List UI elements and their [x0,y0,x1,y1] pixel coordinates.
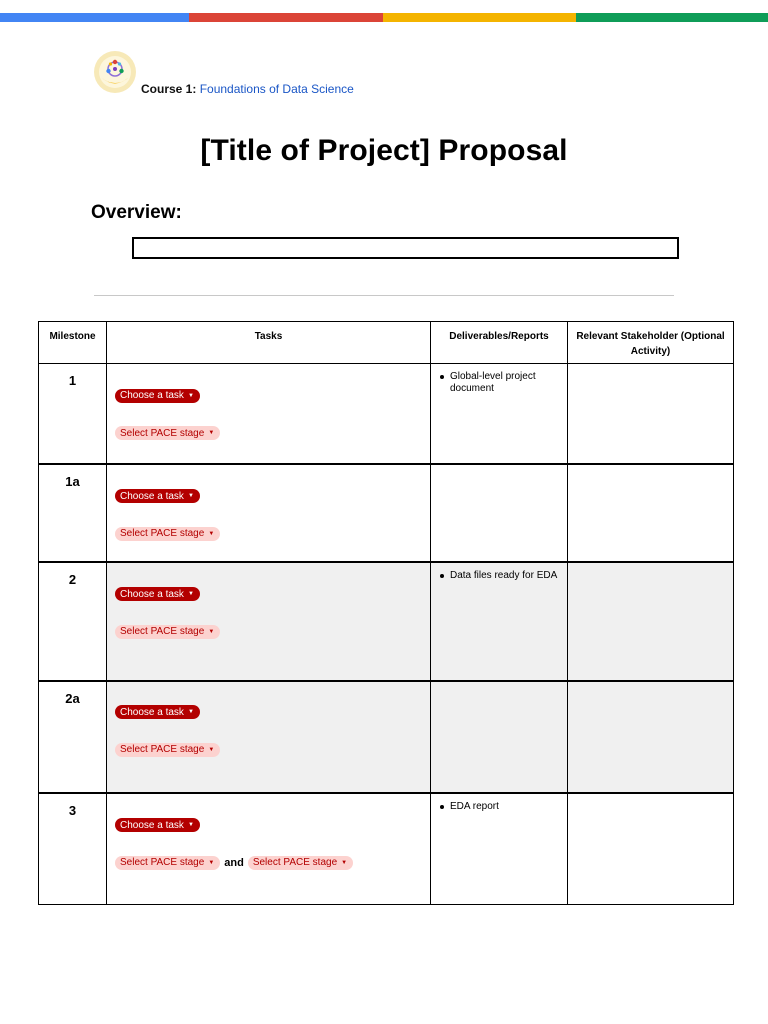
pace-stage-dropdown-chip[interactable] [115,426,220,440]
table-row [39,793,734,905]
deliverable-item: Data files ready for EDA [450,570,561,582]
stakeholder-cell[interactable] [568,464,734,562]
band-blue [0,13,189,22]
joiner-text: and [224,856,244,869]
pace-chip-label: Select PACE stage [120,528,205,539]
tasks-cell [107,464,431,562]
task-dropdown-chip[interactable] [115,818,200,832]
band-green [576,13,768,22]
chevron-down-icon: ▼ [208,530,215,537]
stakeholder-cell[interactable] [568,793,734,905]
overview-heading: Overview: [91,202,182,223]
deliverables-cell[interactable] [431,681,568,793]
task-dropdown-chip[interactable] [115,705,200,719]
chevron-down-icon: ▼ [187,493,194,499]
section-divider [94,295,674,296]
overview-text-box[interactable] [132,237,679,259]
header-milestone: Milestone [39,322,107,364]
course-prefix: Course 1: [141,82,197,96]
task-dropdown-chip[interactable] [115,389,200,403]
chevron-down-icon: ▼ [208,746,215,753]
table-header-row [39,322,734,364]
tasks-cell [107,364,431,464]
deliverable-item: EDA report [450,801,561,813]
pace-stage-dropdown-chip[interactable] [115,856,220,870]
milestone-cell: 3 [39,793,107,905]
milestone-cell: 1a [39,464,107,562]
deliverables-cell [431,562,568,681]
pace-chip-label: Select PACE stage [120,626,205,637]
milestone-table [38,321,734,905]
task-chip-label: Choose a task [120,819,184,831]
header-tasks: Tasks [107,322,431,364]
chevron-down-icon: ▼ [208,430,215,436]
chevron-down-icon: ▼ [187,709,194,715]
task-dropdown-chip[interactable] [115,587,200,601]
tasks-cell [107,562,431,681]
tasks-cell [107,793,431,905]
chevron-down-icon: ▼ [187,822,194,828]
milestone-cell: 2 [39,562,107,681]
pace-chip-label: Select PACE stage [120,744,205,755]
pace-stage-dropdown-chip-2[interactable] [248,856,353,870]
task-chip-label: Choose a task [120,390,184,401]
deliverables-cell [431,793,568,905]
header-deliverables: Deliverables/Reports [431,322,568,364]
table-row [39,364,734,464]
chevron-down-icon: ▼ [208,628,215,635]
milestone-cell: 2a [39,681,107,793]
pace-stage-dropdown-chip[interactable] [115,527,220,541]
chevron-down-icon: ▼ [208,859,215,866]
document-title: [Title of Project] Proposal [200,134,568,167]
pace-stage-dropdown-chip[interactable] [115,743,220,757]
course-header [93,50,354,94]
task-dropdown-chip[interactable] [115,489,200,503]
pace-chip-label: Select PACE stage [120,857,205,868]
tasks-cell [107,681,431,793]
stakeholder-cell[interactable] [568,681,734,793]
deliverables-cell[interactable] [431,464,568,562]
task-chip-label: Choose a task [120,706,184,718]
table-row [39,681,734,793]
pace-chip-label: Select PACE stage [120,427,205,439]
milestone-cell: 1 [39,364,107,464]
table-row [39,562,734,681]
task-chip-label: Choose a task [120,490,184,502]
pace-chip-label: Select PACE stage [252,857,338,868]
course-logo-icon [93,50,137,94]
deliverable-item: Global-level project document [450,371,561,395]
course-name-link[interactable]: Foundations of Data Science [199,82,354,96]
stakeholder-cell[interactable] [568,562,734,681]
pace-stage-dropdown-chip[interactable] [115,625,220,639]
table-row [39,464,734,562]
google-color-band [0,13,768,22]
chevron-down-icon: ▼ [187,591,194,597]
header-stakeholder: Relevant Stakeholder (Optional Activity) [568,322,734,364]
band-red [189,13,383,22]
chevron-down-icon: ▼ [187,392,194,399]
chevron-down-icon: ▼ [341,859,348,866]
deliverables-cell [431,364,568,464]
task-chip-label: Choose a task [120,588,184,600]
stakeholder-cell[interactable] [568,364,734,464]
course-label [141,82,354,96]
band-yellow [383,13,576,22]
